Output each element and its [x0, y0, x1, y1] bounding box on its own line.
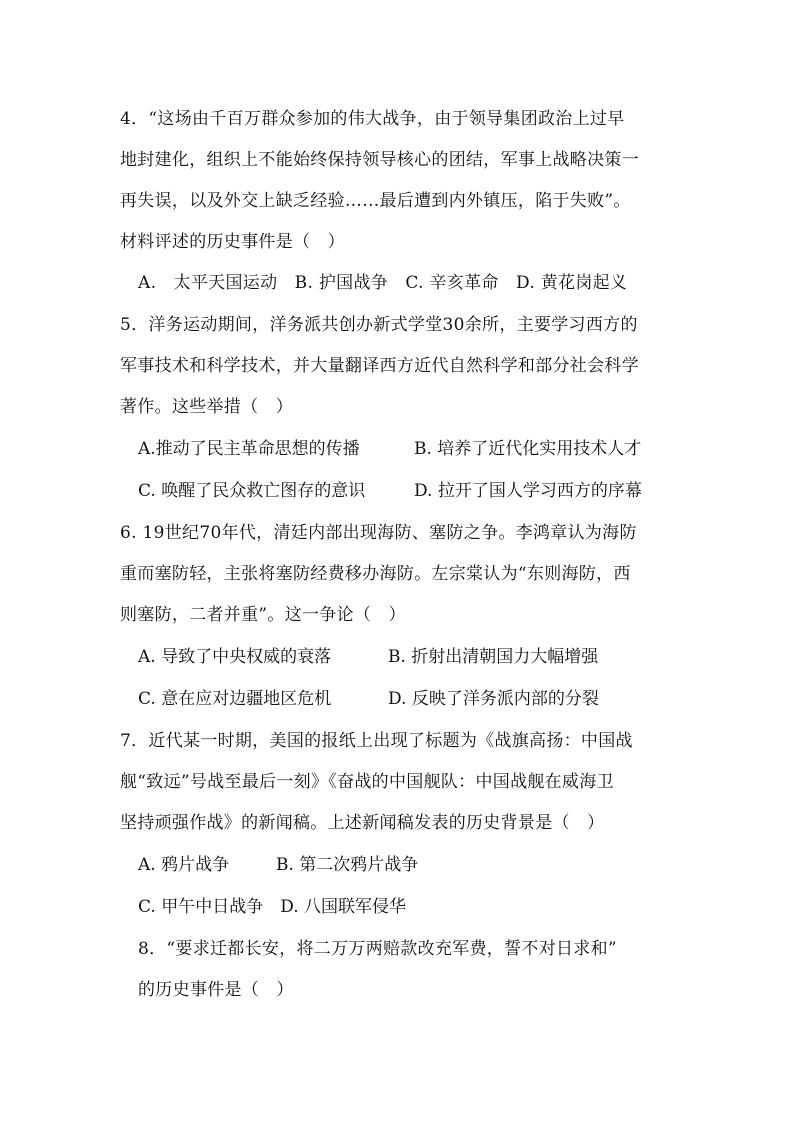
q5-option-a: A.推动了民主革命思想的传播 — [138, 439, 360, 459]
q6-option-d: D. 反映了洋务派内部的分裂 — [388, 689, 599, 709]
q7-options-row-2 — [138, 896, 406, 918]
q6-options-row-1 — [138, 646, 598, 668]
q5-option-b: B. 培养了近代化实用技术人才 — [414, 439, 642, 459]
q6-stem-line-1: 6. 19世纪70年代，清廷内部出现海防、塞防之争。李鸿章认为海防 — [120, 523, 637, 543]
q5-option-d: D. 拉开了国人学习西方的序幕 — [414, 481, 642, 501]
q7-option-cd: C. 甲午中日战争 D. 八国联军侵华 — [138, 897, 407, 917]
q5-options-row-1 — [138, 438, 641, 460]
q5-stem-line-1: 5．洋务运动期间，洋务派共创办新式学堂30余所，主要学习西方的 — [120, 315, 638, 335]
q8-stem-line-1: 8．“要求迁都长安，将二万万两赔款改充军费，誓不对日求和” — [138, 939, 617, 959]
q4-stem-line-3: 再失误，以及外交上缺乏经验……最后遭到内外镇压，陷于失败”。 — [120, 191, 631, 211]
q6-option-a: A. 导致了中央权威的衰落 — [138, 647, 332, 667]
q5-option-c: C. 唤醒了民众救亡图存的意识 — [138, 481, 366, 501]
q7-stem-line-2: 舰“致远”号战至最后一刻》《奋战的中国舰队：中国战舰在威海卫 — [120, 772, 614, 792]
q5-stem-line-2: 军事技术和科学技术，并大量翻译西方近代自然科学和部分社会科学 — [120, 356, 639, 376]
q6-stem-line-3: 则塞防，二者并重”。这一争论（ ） — [120, 605, 406, 625]
q8-stem-line-2: 的历史事件是（ ） — [138, 980, 294, 1000]
q7-options-row-1 — [138, 854, 418, 876]
q7-stem-line-1: 7．近代某一时期，美国的报纸上出现了标题为《战旗高扬：中国战 — [120, 731, 633, 751]
q5-options-row-2 — [138, 480, 642, 502]
q6-stem-line-2: 重而塞防轻，主张将塞防经费移办海防。左宗棠认为“东则海防，西 — [120, 564, 631, 584]
q6-option-b: B. 折射出清朝国力大幅增强 — [388, 647, 599, 667]
q7-option-b: B. 第二次鸦片战争 — [276, 855, 419, 875]
q4-stem-line-2: 地封建化，组织上不能始终保持领导核心的团结，军事上战略决策一 — [120, 150, 639, 170]
q6-options-row-2 — [138, 688, 599, 710]
q4-stem-line-4: 材料评述的历史事件是（ ） — [120, 232, 345, 252]
q6-option-c: C. 意在应对边疆地区危机 — [138, 689, 332, 709]
q5-stem-line-3: 著作。这些举措（ ） — [120, 397, 293, 417]
q4-options: A. 太平天国运动 B. 护国战争 C. 辛亥革命 D. 黄花岗起义 — [138, 273, 628, 293]
q4-stem-line-1: 4．“这场由千百万群众参加的伟大战争，由于领导集团政治上过早 — [120, 109, 625, 129]
q7-stem-line-3: 坚持顽强作战》的新闻稿。上述新闻稿发表的历史背景是（ ） — [120, 813, 605, 833]
q7-option-a: A. 鸦片战争 — [138, 855, 230, 875]
